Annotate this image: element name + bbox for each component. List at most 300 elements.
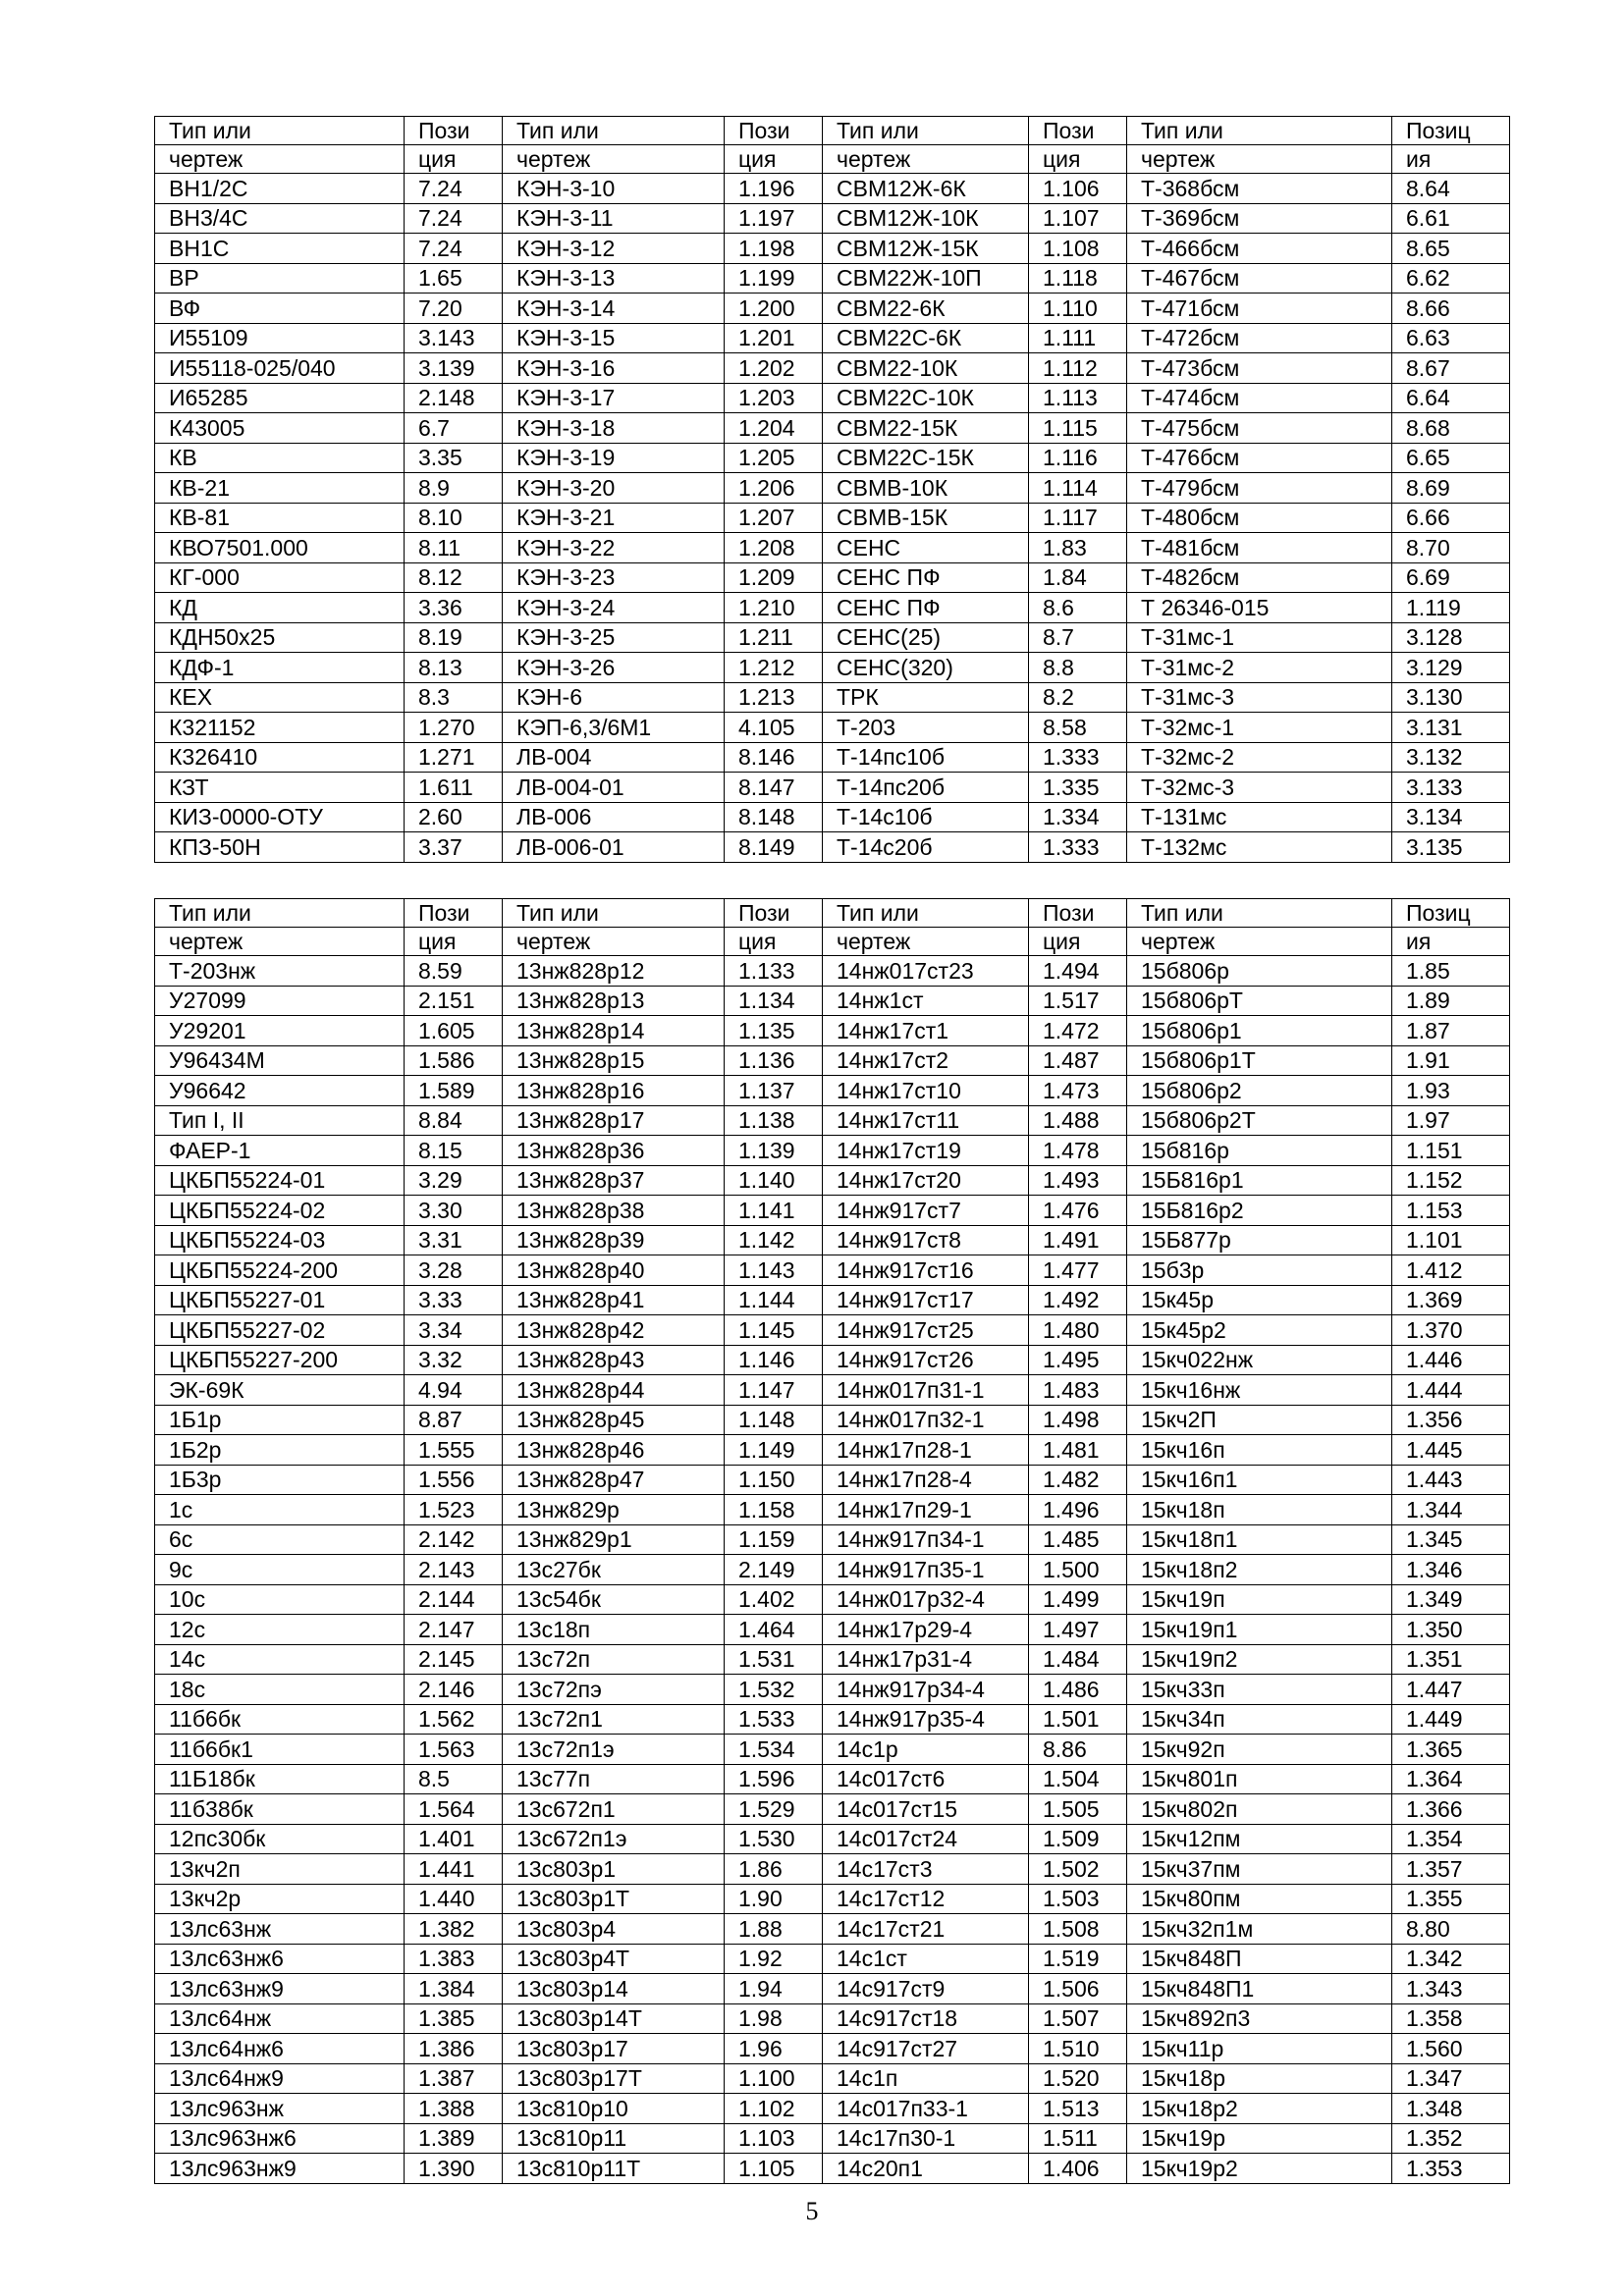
type-cell: СВМ22С-6К	[823, 323, 1029, 353]
column-header: ция	[725, 145, 823, 174]
type-cell: 14нж17ст19	[823, 1136, 1029, 1166]
position-cell: 1.133	[725, 956, 823, 987]
position-cell: 8.67	[1392, 353, 1510, 384]
position-cell: 1.555	[405, 1435, 503, 1466]
type-cell: 15б806р2Т	[1127, 1105, 1392, 1136]
position-cell: 1.101	[1392, 1225, 1510, 1255]
position-cell: 6.7	[405, 413, 503, 444]
position-cell: 1.89	[1392, 986, 1510, 1016]
type-cell: 14с20п1	[823, 2154, 1029, 2184]
position-cell: 1.556	[405, 1465, 503, 1495]
position-cell: 3.31	[405, 1225, 503, 1255]
table-row	[155, 653, 1510, 683]
position-cell: 8.65	[1392, 234, 1510, 264]
type-cell: 15кч801п	[1127, 1764, 1392, 1794]
position-cell: 1.445	[1392, 1435, 1510, 1466]
position-cell: 1.477	[1029, 1255, 1127, 1286]
type-cell: Т-203	[823, 713, 1029, 743]
position-cell: 1.90	[725, 1884, 823, 1914]
type-cell: ЛВ-004-01	[503, 773, 725, 803]
column-header: Пози	[1029, 899, 1127, 928]
type-cell: 15кч32п1м	[1127, 1914, 1392, 1945]
position-cell: 1.365	[1392, 1735, 1510, 1765]
position-cell: 1.441	[405, 1854, 503, 1885]
type-cell: СВМ22-10К	[823, 353, 1029, 384]
type-cell: 15Б816р2	[1127, 1196, 1392, 1226]
position-cell: 1.144	[725, 1285, 823, 1315]
position-cell: 6.66	[1392, 503, 1510, 533]
column-header: ция	[1029, 928, 1127, 956]
type-cell: ЦКБП55227-200	[155, 1345, 405, 1375]
position-cell: 1.507	[1029, 2003, 1127, 2034]
type-cell: Т-467бсм	[1127, 263, 1392, 294]
position-cell: 1.501	[1029, 1704, 1127, 1735]
position-cell: 1.88	[725, 1914, 823, 1945]
type-cell: 13лс63нж6	[155, 1944, 405, 1974]
type-cell: Тип I, II	[155, 1105, 405, 1136]
table-row	[155, 1375, 1510, 1406]
position-cell: 1.112	[1029, 353, 1127, 384]
type-cell: 14нж17ст20	[823, 1165, 1029, 1196]
table-row	[155, 1016, 1510, 1046]
type-cell: ЦКБП55224-02	[155, 1196, 405, 1226]
position-cell: 1.100	[725, 2063, 823, 2094]
column-header: чертеж	[155, 928, 405, 956]
position-cell: 8.59	[405, 956, 503, 987]
type-cell: 14нж917ст17	[823, 1285, 1029, 1315]
type-cell: 15к45р2	[1127, 1315, 1392, 1346]
position-cell: 1.207	[725, 503, 823, 533]
position-cell: 1.344	[1392, 1495, 1510, 1525]
position-cell: 1.151	[1392, 1136, 1510, 1166]
position-cell: 7.20	[405, 294, 503, 324]
type-cell: КЭН-3-22	[503, 533, 725, 563]
type-cell: Т-32мс-2	[1127, 742, 1392, 773]
type-cell: КВ-81	[155, 503, 405, 533]
type-cell: 14нж1ст	[823, 986, 1029, 1016]
table-row	[155, 682, 1510, 713]
position-cell: 1.472	[1029, 1016, 1127, 1046]
position-cell: 1.105	[725, 2154, 823, 2184]
type-cell: КЭН-3-19	[503, 443, 725, 473]
position-cell: 8.8	[1029, 653, 1127, 683]
type-cell: Т-466бсм	[1127, 234, 1392, 264]
type-cell: Т 26346-015	[1127, 593, 1392, 623]
position-cell: 8.13	[405, 653, 503, 683]
page-number: 5	[805, 2197, 819, 2225]
type-cell: 15кч18п	[1127, 1495, 1392, 1525]
position-cell: 1.484	[1029, 1644, 1127, 1675]
position-cell: 1.504	[1029, 1764, 1127, 1794]
type-cell: 14нж017ст23	[823, 956, 1029, 987]
table-row	[155, 986, 1510, 1016]
position-cell: 2.149	[725, 1555, 823, 1585]
type-cell: КЭН-3-16	[503, 353, 725, 384]
type-cell: 13лс63нж	[155, 1914, 405, 1945]
type-cell: СЕНС(25)	[823, 622, 1029, 653]
type-cell: Т-31мс-2	[1127, 653, 1392, 683]
position-cell: 1.446	[1392, 1345, 1510, 1375]
type-cell: 13с72п1э	[503, 1735, 725, 1765]
type-cell: КЭН-3-21	[503, 503, 725, 533]
position-cell: 1.486	[1029, 1675, 1127, 1705]
position-cell: 1.358	[1392, 2003, 1510, 2034]
position-cell: 1.406	[1029, 2154, 1127, 2184]
table-row	[155, 713, 1510, 743]
position-cell: 1.483	[1029, 1375, 1127, 1406]
position-cell: 1.611	[405, 773, 503, 803]
position-cell: 3.128	[1392, 622, 1510, 653]
position-cell: 1.117	[1029, 503, 1127, 533]
header-row	[155, 117, 1510, 145]
position-cell: 1.135	[725, 1016, 823, 1046]
type-cell: Т-14с20б	[823, 832, 1029, 863]
type-cell: КЭН-3-26	[503, 653, 725, 683]
position-cell: 1.532	[725, 1675, 823, 1705]
position-cell: 3.28	[405, 1255, 503, 1286]
position-cell: 3.133	[1392, 773, 1510, 803]
position-cell: 1.356	[1392, 1405, 1510, 1435]
column-header: Пози	[725, 899, 823, 928]
type-cell: 15кч848П	[1127, 1944, 1392, 1974]
type-cell: 14нж17ст1	[823, 1016, 1029, 1046]
table-row	[155, 1105, 1510, 1136]
position-cell: 1.198	[725, 234, 823, 264]
type-cell: 14нж17р31-4	[823, 1644, 1029, 1675]
position-cell: 1.370	[1392, 1315, 1510, 1346]
table-row	[155, 353, 1510, 384]
type-cell: Т-368бсм	[1127, 174, 1392, 204]
table-row	[155, 802, 1510, 832]
type-cell: 14нж917ст25	[823, 1315, 1029, 1346]
position-cell: 1.150	[725, 1465, 823, 1495]
type-cell: Т-481бсм	[1127, 533, 1392, 563]
position-cell: 8.146	[725, 742, 823, 773]
position-cell: 3.30	[405, 1196, 503, 1226]
table-row	[155, 1764, 1510, 1794]
type-cell: КЗТ	[155, 773, 405, 803]
type-cell: КЭН-3-18	[503, 413, 725, 444]
type-cell: ВН1С	[155, 234, 405, 264]
type-cell: СВМ22-6К	[823, 294, 1029, 324]
type-cell: 15кч18п1	[1127, 1524, 1392, 1555]
type-cell: 13лс64нж6	[155, 2034, 405, 2064]
type-cell: 13с77п	[503, 1764, 725, 1794]
column-header: чертеж	[155, 145, 405, 174]
position-cell: 8.9	[405, 473, 503, 504]
type-cell: 13нж828р15	[503, 1045, 725, 1076]
table-row	[155, 773, 1510, 803]
type-cell: Т-31мс-1	[1127, 622, 1392, 653]
position-cell: 1.103	[725, 2123, 823, 2154]
type-cell: СЕНС	[823, 533, 1029, 563]
type-cell: 13с72п1	[503, 1704, 725, 1735]
position-cell: 6.61	[1392, 203, 1510, 234]
index-table-1	[154, 116, 1510, 863]
position-cell: 1.271	[405, 742, 503, 773]
type-cell: Т-31мс-3	[1127, 682, 1392, 713]
type-cell: 13нж828р39	[503, 1225, 725, 1255]
position-cell: 1.464	[725, 1615, 823, 1645]
position-cell: 1.134	[725, 986, 823, 1016]
type-cell: 14нж17р29-4	[823, 1615, 1029, 1645]
table-row	[155, 2003, 1510, 2034]
position-cell: 1.93	[1392, 1076, 1510, 1106]
type-cell: Т-480бсм	[1127, 503, 1392, 533]
position-cell: 1.586	[405, 1045, 503, 1076]
position-cell: 1.137	[725, 1076, 823, 1106]
position-cell: 1.115	[1029, 413, 1127, 444]
position-cell: 1.141	[725, 1196, 823, 1226]
table-row	[155, 1196, 1510, 1226]
table-row	[155, 1255, 1510, 1286]
position-cell: 8.2	[1029, 682, 1127, 713]
position-cell: 1.94	[725, 1974, 823, 2004]
position-cell: 1.111	[1029, 323, 1127, 353]
position-cell: 1.91	[1392, 1045, 1510, 1076]
position-cell: 1.503	[1029, 1884, 1127, 1914]
type-cell: 12с	[155, 1615, 405, 1645]
type-cell: СВМ22-15К	[823, 413, 1029, 444]
table-row	[155, 1675, 1510, 1705]
type-cell: 14нж017п32-1	[823, 1405, 1029, 1435]
position-cell: 1.481	[1029, 1435, 1127, 1466]
type-cell: 13с803р1Т	[503, 1884, 725, 1914]
position-cell: 1.401	[405, 1824, 503, 1854]
position-cell: 6.63	[1392, 323, 1510, 353]
type-cell: 14нж917р35-4	[823, 1704, 1029, 1735]
position-cell: 1.204	[725, 413, 823, 444]
type-cell: 15кч19п2	[1127, 1644, 1392, 1675]
position-cell: 1.153	[1392, 1196, 1510, 1226]
position-cell: 2.143	[405, 1555, 503, 1585]
type-cell: И55109	[155, 323, 405, 353]
type-cell: 15кч34п	[1127, 1704, 1392, 1735]
table-row	[155, 2154, 1510, 2184]
position-cell: 8.86	[1029, 1735, 1127, 1765]
type-cell: 15б806рТ	[1127, 986, 1392, 1016]
type-cell: 15б806р	[1127, 956, 1392, 987]
type-cell: 13с810р11Т	[503, 2154, 725, 2184]
position-cell: 1.529	[725, 1794, 823, 1825]
column-header: Тип или	[1127, 899, 1392, 928]
position-cell: 1.523	[405, 1495, 503, 1525]
position-cell: 1.92	[725, 1944, 823, 1974]
position-cell: 1.355	[1392, 1884, 1510, 1914]
position-cell: 1.199	[725, 263, 823, 294]
table-row	[155, 1794, 1510, 1825]
position-cell: 1.200	[725, 294, 823, 324]
position-cell: 1.508	[1029, 1914, 1127, 1945]
type-cell: СВМ22С-15К	[823, 443, 1029, 473]
position-cell: 4.105	[725, 713, 823, 743]
type-cell: К43005	[155, 413, 405, 444]
type-cell: КЭП-6,3/6М1	[503, 713, 725, 743]
position-cell: 1.506	[1029, 1974, 1127, 2004]
position-cell: 3.134	[1392, 802, 1510, 832]
position-cell: 1.502	[1029, 1854, 1127, 1885]
position-cell: 8.80	[1392, 1914, 1510, 1945]
table-row	[155, 1465, 1510, 1495]
table-row	[155, 1735, 1510, 1765]
type-cell: 13нж828р41	[503, 1285, 725, 1315]
position-cell: 1.85	[1392, 956, 1510, 987]
type-cell: 14с017п33-1	[823, 2094, 1029, 2124]
type-cell: КЭН-3-12	[503, 234, 725, 264]
type-cell: 13нж828р16	[503, 1076, 725, 1106]
type-cell: 15кч37пм	[1127, 1854, 1392, 1885]
type-cell: Т-473бсм	[1127, 353, 1392, 384]
column-header: Позиц	[1392, 117, 1510, 145]
position-cell: 8.19	[405, 622, 503, 653]
position-cell: 1.517	[1029, 986, 1127, 1016]
position-cell: 1.520	[1029, 2063, 1127, 2094]
position-cell: 1.348	[1392, 2094, 1510, 2124]
type-cell: 13лс963нж6	[155, 2123, 405, 2154]
position-cell: 1.385	[405, 2003, 503, 2034]
type-cell: 13лс963нж	[155, 2094, 405, 2124]
position-cell: 1.98	[725, 2003, 823, 2034]
position-cell: 1.110	[1029, 294, 1127, 324]
table-row	[155, 1615, 1510, 1645]
position-cell: 1.386	[405, 2034, 503, 2064]
position-cell: 1.147	[725, 1375, 823, 1406]
table-row	[155, 503, 1510, 533]
table-row	[155, 1285, 1510, 1315]
position-cell: 1.347	[1392, 2063, 1510, 2094]
column-header: Пози	[1029, 117, 1127, 145]
position-cell: 2.151	[405, 986, 503, 1016]
table-row	[155, 562, 1510, 593]
type-cell: 13с672п1	[503, 1794, 725, 1825]
column-header: Тип или	[503, 899, 725, 928]
index-table-2	[154, 898, 1510, 2184]
type-cell: 13лс63нж9	[155, 1974, 405, 2004]
position-cell: 1.149	[725, 1435, 823, 1466]
table-row	[155, 1345, 1510, 1375]
position-cell: 8.10	[405, 503, 503, 533]
position-cell: 1.206	[725, 473, 823, 504]
position-cell: 1.87	[1392, 1016, 1510, 1046]
type-cell: 15б816р	[1127, 1136, 1392, 1166]
type-cell: 15кч18п2	[1127, 1555, 1392, 1585]
type-cell: 1Б2р	[155, 1435, 405, 1466]
type-cell: 14нж17ст2	[823, 1045, 1029, 1076]
position-cell: 1.390	[405, 2154, 503, 2184]
type-cell: 13с803р14Т	[503, 2003, 725, 2034]
position-cell: 1.382	[405, 1914, 503, 1945]
position-cell: 1.96	[725, 2034, 823, 2064]
type-cell: 14нж017р32-4	[823, 1584, 1029, 1615]
position-cell: 1.478	[1029, 1136, 1127, 1166]
position-cell: 1.334	[1029, 802, 1127, 832]
type-cell: 15кч33п	[1127, 1675, 1392, 1705]
type-cell: 14с017ст24	[823, 1824, 1029, 1854]
type-cell: КГ-000	[155, 562, 405, 593]
position-cell: 3.34	[405, 1315, 503, 1346]
position-cell: 1.202	[725, 353, 823, 384]
position-cell: 1.530	[725, 1824, 823, 1854]
column-header: ция	[405, 145, 503, 174]
position-cell: 1.563	[405, 1735, 503, 1765]
type-cell: К326410	[155, 742, 405, 773]
position-cell: 8.84	[405, 1105, 503, 1136]
type-cell: 13с803р17	[503, 2034, 725, 2064]
position-cell: 1.596	[725, 1764, 823, 1794]
table-row	[155, 263, 1510, 294]
position-cell: 1.443	[1392, 1465, 1510, 1495]
type-cell: 13с810р11	[503, 2123, 725, 2154]
type-cell: У96642	[155, 1076, 405, 1106]
type-cell: 13нж828р42	[503, 1315, 725, 1346]
type-cell: ТРК	[823, 682, 1029, 713]
type-cell: 15кч16нж	[1127, 1375, 1392, 1406]
column-header: ия	[1392, 928, 1510, 956]
position-cell: 1.349	[1392, 1584, 1510, 1615]
table-row	[155, 1854, 1510, 1885]
column-header: Тип или	[823, 899, 1029, 928]
table-row	[155, 1405, 1510, 1435]
position-cell: 1.140	[725, 1165, 823, 1196]
table-row	[155, 1495, 1510, 1525]
position-cell: 2.148	[405, 383, 503, 413]
position-cell: 4.94	[405, 1375, 503, 1406]
position-cell: 6.64	[1392, 383, 1510, 413]
table-row	[155, 1884, 1510, 1914]
type-cell: КИЗ-0000-ОТУ	[155, 802, 405, 832]
position-cell: 1.444	[1392, 1375, 1510, 1406]
type-cell: 15б806р1	[1127, 1016, 1392, 1046]
type-cell: 14с917ст9	[823, 1974, 1029, 2004]
type-cell: 15кч19р2	[1127, 2154, 1392, 2184]
position-cell: 1.353	[1392, 2154, 1510, 2184]
type-cell: 13нж829р	[503, 1495, 725, 1525]
type-cell: Т-32мс-3	[1127, 773, 1392, 803]
position-cell: 1.534	[725, 1735, 823, 1765]
type-cell: 15б3р	[1127, 1255, 1392, 1286]
position-cell: 6.62	[1392, 263, 1510, 294]
type-cell: 15б806р1Т	[1127, 1045, 1392, 1076]
type-cell: 1с	[155, 1495, 405, 1525]
position-cell: 1.350	[1392, 1615, 1510, 1645]
type-cell: КЭН-3-14	[503, 294, 725, 324]
position-cell: 8.149	[725, 832, 823, 863]
position-cell: 6.69	[1392, 562, 1510, 593]
position-cell: 1.384	[405, 1974, 503, 2004]
column-header: Тип или	[823, 117, 1029, 145]
position-cell: 2.146	[405, 1675, 503, 1705]
position-cell: 1.496	[1029, 1495, 1127, 1525]
type-cell: Т-471бсм	[1127, 294, 1392, 324]
column-header: чертеж	[823, 928, 1029, 956]
position-cell: 8.15	[405, 1136, 503, 1166]
type-cell: 13нж828р46	[503, 1435, 725, 1466]
position-cell: 3.139	[405, 353, 503, 384]
type-cell: 13нж828р17	[503, 1105, 725, 1136]
table-row	[155, 1644, 1510, 1675]
type-cell: 15Б877р	[1127, 1225, 1392, 1255]
position-cell: 1.139	[725, 1136, 823, 1166]
type-cell: 15кч18р	[1127, 2063, 1392, 2094]
type-cell: ВН3/4С	[155, 203, 405, 234]
table-row	[155, 234, 1510, 264]
column-header: Пози	[725, 117, 823, 145]
type-cell: 14с917ст18	[823, 2003, 1029, 2034]
position-cell: 1.533	[725, 1704, 823, 1735]
type-cell: 14с17п30-1	[823, 2123, 1029, 2154]
position-cell: 1.498	[1029, 1405, 1127, 1435]
type-cell: 14с17ст3	[823, 1854, 1029, 1885]
